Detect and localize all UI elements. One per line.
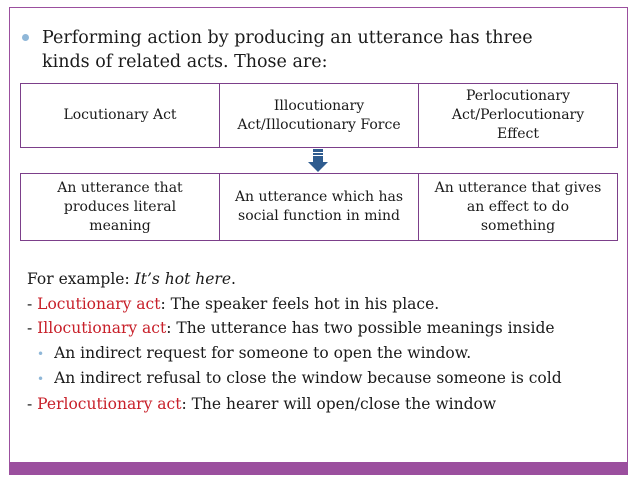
sub-item	[27, 366, 617, 392]
illocutionary-explanation	[27, 316, 617, 341]
dash: -	[27, 294, 38, 313]
cell-line: Act/Perlocutionary	[451, 107, 585, 123]
cell-line: social function in mind	[238, 208, 400, 224]
intro-line-2: kinds of related acts. Those are:	[42, 52, 328, 72]
down-arrow-icon	[306, 149, 330, 173]
example-suffix: .	[231, 270, 236, 288]
illocutionary-text: : The utterance has two possible meanings inside	[166, 319, 555, 337]
perlocutionary-term: Perlocutionary act	[37, 394, 182, 413]
sub-bullet-icon: •	[37, 372, 45, 386]
cell-line: Illocutionary	[273, 97, 365, 114]
illocutionary-act-cell	[219, 84, 418, 147]
locutionary-text: : The speaker feels hot in his place.	[160, 294, 440, 313]
perlocutionary-text: : The hearer will open/close the window	[181, 394, 497, 413]
cell-line: An utterance that	[57, 179, 183, 196]
bullet-dot-icon	[22, 34, 29, 41]
cell-line: something	[480, 217, 556, 234]
locutionary-definition-cell	[21, 174, 219, 240]
acts-table	[20, 83, 618, 148]
intro-text	[42, 26, 612, 74]
slide-footer-band	[9, 463, 628, 475]
illocutionary-term: Illocutionary act	[37, 319, 167, 337]
dash: -	[27, 394, 38, 413]
sub-item-text: An indirect request for someone to open the window.	[54, 343, 472, 362]
perlocutionary-definition-cell	[418, 174, 617, 240]
illocutionary-definition-cell	[219, 174, 418, 240]
locutionary-act-cell	[21, 84, 219, 147]
intro-bullet	[22, 26, 612, 74]
perlocutionary-act-cell	[418, 84, 617, 147]
cell-line: Effect	[497, 126, 539, 142]
cell-line: meaning	[89, 217, 151, 234]
locutionary-explanation	[27, 292, 617, 317]
intro-line-1: Performing action by producing an utterance has three	[42, 28, 533, 48]
example-section	[27, 267, 617, 416]
cell-line: Locutionary Act	[63, 107, 177, 123]
example-sentence: It’s hot here	[134, 270, 232, 288]
sub-item	[27, 341, 617, 367]
definitions-table	[20, 173, 618, 241]
dash: -	[27, 319, 38, 337]
example-line	[27, 267, 617, 292]
cell-line: An utterance which has	[234, 189, 404, 205]
cell-line: Perlocutionary	[465, 88, 570, 104]
cell-line: produces literal	[63, 198, 177, 215]
cell-line: an effect to do	[466, 198, 570, 215]
sub-item-text: An indirect refusal to close the window because someone is cold	[54, 369, 562, 387]
cell-line: Act/Illocutionary Force	[237, 116, 401, 133]
example-prefix: For example:	[27, 270, 135, 288]
sub-bullet-icon: •	[37, 346, 45, 361]
perlocutionary-explanation	[27, 392, 617, 417]
cell-line: An utterance that gives	[434, 179, 602, 196]
locutionary-term: Locutionary act	[37, 294, 161, 313]
